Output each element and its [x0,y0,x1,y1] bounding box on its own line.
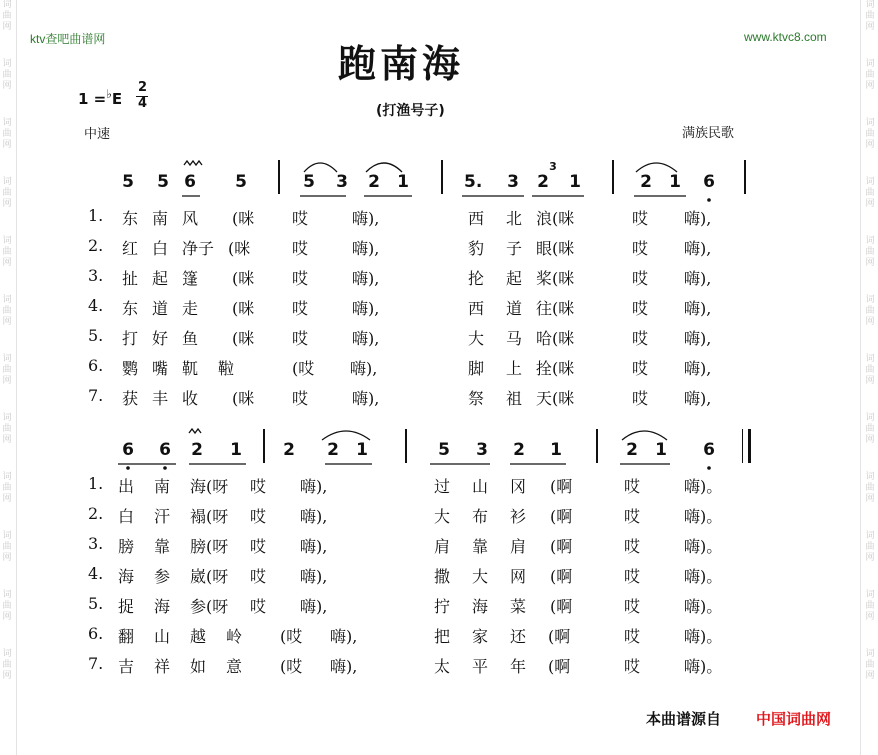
watermark-char: 词 [2,472,12,482]
lyric-syllable: 嗨), [684,359,712,378]
watermark-char: 网 [865,671,875,681]
lyric-syllable: 哈(咪 [536,329,575,348]
time-signature-bottom: 4 [138,96,148,111]
watermark-char: 词 [865,472,875,482]
verse-number: 1. [88,206,104,225]
lyric-syllable: 嗨), [300,567,328,586]
lyric-syllable: 布 [472,507,489,526]
watermark-char: 词 [865,0,875,10]
lyric-syllable: 浪(咪 [536,209,575,228]
verse-number: 2. [88,504,104,523]
tempo-marking: 中速 [84,127,111,142]
watermark-char: 网 [2,553,12,563]
watermark-char: 词 [865,354,875,364]
lyric-syllable: (咪 [228,239,251,258]
note: 6 [122,440,134,460]
lyric-syllable: 豹 [468,239,485,258]
lyric-syllable: 马 [506,329,523,348]
lyric-syllable: 嗨), [352,269,380,288]
site-url-right[interactable]: www.ktvc8.com [744,30,827,44]
lyric-syllable: 山 [472,477,489,496]
lyric-syllable: 嗨), [684,299,712,318]
low-octave-dot [707,198,711,202]
lyric-syllable: 嗨)。 [684,567,723,586]
lyric-syllable: 哎 [292,299,309,318]
watermark-char: 曲 [2,483,12,493]
lyric-syllable: 膀(呀 [190,537,229,556]
lyric-syllable: 过 [434,477,451,496]
watermark-char: 网 [865,199,875,209]
lyric-syllable: 哎 [624,507,641,526]
lyric-syllable: (啊 [548,657,571,676]
watermark-char: 曲 [865,542,875,552]
watermark-char: 曲 [2,660,12,670]
lyric-syllable: (咪 [232,329,255,348]
lyric-syllable: 获 [122,389,139,408]
verse-number: 2. [88,236,104,255]
lyric-syllable: 靠 [472,537,489,556]
lyric-syllable: 祖 [506,389,523,408]
note: 1 [356,440,368,460]
note: 5. [464,172,483,192]
lyric-syllable: 拧 [434,597,451,616]
watermark-char: 曲 [2,188,12,198]
watermark-char: 网 [865,258,875,268]
lyric-syllable: 嗨)。 [684,507,723,526]
lyric-syllable: 哎 [632,209,649,228]
lyric-syllable: (咪 [232,209,255,228]
note: 6 [703,172,715,192]
lyric-syllable: (哎 [280,627,303,646]
verse-number: 3. [88,534,104,553]
watermark-char: 网 [865,140,875,150]
lyric-syllable: 翻 [118,627,135,646]
lyric-syllable: 嗨)。 [684,537,723,556]
note: 3 [549,160,557,173]
lyric-syllable: 哎 [624,597,641,616]
note: 2 [368,172,380,192]
note: 6 [184,172,196,192]
lyric-syllable: 嗨), [300,597,328,616]
watermark-char: 网 [865,612,875,622]
lyric-syllable: 意 [226,657,243,676]
lyric-syllable: 海 [118,567,135,586]
lyric-syllable: 嗨), [684,209,712,228]
lyric-syllable: 肩 [510,537,527,556]
verse-number: 6. [88,624,104,643]
lyric-syllable: 白 [118,507,135,526]
note: 1 [669,172,681,192]
watermark-char: 曲 [2,11,12,21]
watermark-char: 曲 [2,424,12,434]
lyric-syllable: 收 [182,389,199,408]
lyric-syllable: (哎 [292,359,315,378]
lyric-syllable: 起 [152,269,169,288]
lyric-syllable: 鱼 [182,329,199,348]
lyric-syllable: (啊 [550,507,573,526]
lyric-syllable: 山 [154,627,171,646]
lyric-syllable: 汗 [154,507,171,526]
watermark-char: 曲 [865,188,875,198]
lyric-syllable: 捉 [118,597,135,616]
note: 5 [303,172,315,192]
watermark-char: 网 [865,81,875,91]
lyric-syllable: 脚 [468,359,485,378]
lyric-syllable: 衫 [510,507,527,526]
lyric-syllable: 嗨)。 [684,477,723,496]
lyric-syllable: 哎 [632,299,649,318]
watermark-char: 曲 [2,542,12,552]
watermark-char: 词 [2,236,12,246]
watermark-char: 词 [2,295,12,305]
note: 2 [327,440,339,460]
low-octave-dot [707,466,711,470]
note: 1 [397,172,409,192]
watermark-char: 词 [865,236,875,246]
note: 6 [159,440,171,460]
lyric-syllable: 上 [506,359,523,378]
watermark-char: 网 [2,317,12,327]
watermark-char: 曲 [2,601,12,611]
ornament-mordent [189,429,201,433]
key-letter: E [111,90,123,108]
lyric-syllable: (咪 [232,269,255,288]
watermark-char: 词 [865,177,875,187]
watermark-char: 曲 [865,129,875,139]
lyric-syllable: (咪 [232,389,255,408]
lyric-syllable: 撒 [434,567,451,586]
lyric-syllable: (啊 [550,477,573,496]
lyric-syllable: 哎 [632,269,649,288]
watermark-char: 词 [865,59,875,69]
lyric-syllable: 起 [506,269,523,288]
watermark-char: 网 [2,494,12,504]
watermark-char: 词 [865,649,875,659]
verse-number: 7. [88,386,104,405]
watermark-char: 网 [2,376,12,386]
lyric-syllable: 哎 [292,389,309,408]
watermark-char: 曲 [865,424,875,434]
watermark-char: 词 [865,413,875,423]
note: 1 [655,440,667,460]
lyric-syllable: 哎 [250,597,267,616]
lyric-syllable: 好 [152,329,169,348]
lyric-syllable: 子 [506,239,523,258]
lyric-syllable: 平 [472,657,489,676]
lyric-syllable: 抡 [468,269,485,288]
lyric-syllable: 还 [510,627,527,646]
note: 3 [336,172,348,192]
lyric-syllable: 嗨), [352,299,380,318]
lyric-syllable: 哎 [632,389,649,408]
lyric-syllable: 往(咪 [536,299,575,318]
slur [622,431,667,440]
lyric-syllable: 哎 [250,507,267,526]
lyric-syllable: (哎 [280,657,303,676]
song-title: 跑南海 [338,42,465,86]
slur [366,163,402,172]
watermark-char: 曲 [2,247,12,257]
watermark-char: 词 [865,590,875,600]
watermark-char: 网 [2,671,12,681]
lyric-syllable: 海 [472,597,489,616]
verse-number: 5. [88,326,104,345]
note: 1 [230,440,242,460]
watermark-char: 曲 [865,601,875,611]
lyric-syllable: 道 [152,299,169,318]
lyric-syllable: 哎 [624,627,641,646]
watermark-char: 曲 [865,306,875,316]
watermark-char: 词 [2,531,12,541]
note: 5 [438,440,450,460]
lyric-syllable: 靠 [154,537,171,556]
lyric-syllable: 把 [434,627,451,646]
lyric-syllable: 年 [510,657,527,676]
note: 2 [283,440,295,460]
lyric-syllable: 哎 [632,239,649,258]
lyric-syllable: 西 [468,209,485,228]
lyric-syllable: 如 [190,657,207,676]
watermark-char: 词 [865,118,875,128]
watermark-char: 曲 [865,483,875,493]
lyric-syllable: (啊 [550,597,573,616]
watermark-char: 曲 [865,247,875,257]
lyric-syllable: 哎 [632,329,649,348]
lyric-syllable: (啊 [548,627,571,646]
watermark-char: 词 [2,649,12,659]
slur [636,163,677,172]
watermark-char: 网 [2,140,12,150]
lyric-syllable: 靰 [182,359,199,378]
lyric-syllable: 哎 [624,657,641,676]
ornament-mordent [184,161,202,165]
watermark-char: 词 [865,531,875,541]
lyric-syllable: 网 [510,567,527,586]
lyric-syllable: 冈 [510,477,527,496]
lyric-syllable: 嗨)。 [684,597,723,616]
watermark-char: 词 [865,295,875,305]
lyric-syllable: 东 [122,299,139,318]
watermark-char: 网 [865,22,875,32]
watermark-char: 曲 [2,129,12,139]
lyric-syllable: 越 [190,627,207,646]
lyric-syllable: 大 [434,507,451,526]
verse-number: 6. [88,356,104,375]
note: 5 [122,172,134,192]
lyric-syllable: 参 [154,567,171,586]
note: 2 [640,172,652,192]
watermark-char: 网 [865,435,875,445]
lyric-syllable: 嗨)。 [684,627,723,646]
lyric-syllable: 参(呀 [190,597,229,616]
watermark-char: 网 [865,317,875,327]
lyric-syllable: 海 [154,597,171,616]
verse-number: 7. [88,654,104,673]
lyric-syllable: 桨(咪 [536,269,575,288]
lyric-syllable: 鞡 [218,359,235,378]
lyric-syllable: 篷 [182,269,199,288]
watermark-char: 网 [865,553,875,563]
lyric-syllable: 道 [506,299,523,318]
lyric-syllable: 嗨), [352,389,380,408]
source-label: 本曲谱源自 [646,710,722,728]
lyric-syllable: 嗨)。 [684,657,723,676]
watermark-char: 曲 [865,365,875,375]
lyric-syllable: 哎 [624,537,641,556]
lyric-syllable: 哎 [624,477,641,496]
lyric-syllable: 褟(呀 [190,507,229,526]
lyric-syllable: 哎 [292,329,309,348]
lyric-syllable: 祭 [468,389,485,408]
lyric-syllable: 北 [506,209,523,228]
lyric-syllable: 出 [118,477,135,496]
song-origin: 满族民歌 [682,126,735,141]
watermark-char: 曲 [2,306,12,316]
lyric-syllable: 肩 [434,537,451,556]
lyric-syllable: 哎 [250,567,267,586]
lyric-syllable: (啊 [550,537,573,556]
watermark-char: 词 [2,177,12,187]
verse-number: 1. [88,474,104,493]
lyric-syllable: 大 [472,567,489,586]
lyric-syllable: 嗨), [352,329,380,348]
lyric-syllable: 哎 [292,269,309,288]
lyric-syllable: 西 [468,299,485,318]
lyric-syllable: 家 [472,627,489,646]
watermark-char: 曲 [865,660,875,670]
lyric-syllable: 太 [434,657,451,676]
lyric-syllable: 祥 [154,657,171,676]
note: 3 [507,172,519,192]
lyric-syllable: 嗨), [300,537,328,556]
verse-number: 4. [88,296,104,315]
lyric-syllable: 天(咪 [536,389,575,408]
watermark-char: 网 [2,612,12,622]
watermark-char: 曲 [2,365,12,375]
lyric-syllable: 吉 [118,657,135,676]
note: 2 [626,440,638,460]
watermark-char: 曲 [865,11,875,21]
note: 1 [569,172,581,192]
lyric-syllable: 嘴 [152,359,169,378]
low-octave-dot [163,466,167,470]
watermark-char: 网 [2,81,12,91]
lyric-syllable: 崴(呀 [190,567,229,586]
lyric-syllable: 净子 [182,239,215,258]
note: 2 [537,172,549,192]
lyric-syllable: 哎 [250,477,267,496]
lyric-syllable: 嗨), [350,359,378,378]
lyric-syllable: 扯 [122,269,139,288]
lyric-syllable: 南 [152,209,169,228]
lyric-syllable: 嗨), [684,269,712,288]
lyric-syllable: 拴(咪 [536,359,575,378]
lyric-syllable: 南 [154,477,171,496]
note: 1 [550,440,562,460]
low-octave-dot [126,466,130,470]
lyric-syllable: 嗨), [300,507,328,526]
note: 2 [513,440,525,460]
note: 6 [703,440,715,460]
lyric-syllable: 丰 [152,389,169,408]
lyric-syllable: 嗨), [684,329,712,348]
lyric-syllable: 鹦 [122,359,139,378]
lyric-syllable: 哎 [292,239,309,258]
source-brand[interactable]: 中国词曲网 [756,710,832,728]
watermark-char: 词 [2,413,12,423]
lyric-syllable: 哎 [624,567,641,586]
lyric-syllable: 走 [182,299,199,318]
lyric-syllable: 东 [122,209,139,228]
watermark-char: 网 [2,199,12,209]
lyric-syllable: (咪 [232,299,255,318]
slur [304,163,337,172]
watermark-char: 网 [2,258,12,268]
lyric-syllable: 岭 [226,627,243,646]
note: 3 [476,440,488,460]
lyric-syllable: 嗨), [300,477,328,496]
watermark-char: 网 [865,376,875,386]
lyric-syllable: 嗨), [352,209,380,228]
lyric-syllable: 眼(咪 [536,239,575,258]
time-signature-top: 2 [138,80,148,95]
watermark-char: 网 [2,22,12,32]
lyric-syllable: 打 [122,329,139,348]
lyric-syllable: 嗨), [352,239,380,258]
lyric-syllable: 哎 [292,209,309,228]
lyric-syllable: 嗨), [330,627,358,646]
lyric-syllable: 风 [182,209,199,228]
lyric-syllable: (啊 [550,567,573,586]
lyric-syllable: 嗨), [330,657,358,676]
lyric-syllable: 菜 [510,597,527,616]
slur [322,431,370,440]
lyric-syllable: 哎 [250,537,267,556]
key-prefix: 1 = [78,90,107,108]
lyric-syllable: 海(呀 [190,477,229,496]
lyric-syllable: 膀 [118,537,135,556]
watermark-char: 词 [2,118,12,128]
note: 5 [157,172,169,192]
verse-number: 5. [88,594,104,613]
lyric-syllable: 嗨), [684,389,712,408]
lyric-syllable: 红 [122,239,139,258]
note: 2 [191,440,203,460]
watermark-char: 曲 [865,70,875,80]
lyric-syllable: 大 [468,329,485,348]
lyric-syllable: 哎 [632,359,649,378]
watermark-char: 曲 [2,70,12,80]
verse-number: 3. [88,266,104,285]
song-subtitle: (打渔号子) [376,103,445,119]
watermark-char: 词 [2,0,12,10]
watermark-char: 词 [2,59,12,69]
watermark-char: 网 [865,494,875,504]
watermark-char: 词 [2,354,12,364]
flat-symbol: ♭ [106,87,112,101]
watermark-char: 网 [2,435,12,445]
watermark-char: 词 [2,590,12,600]
site-name-left[interactable]: ktv查吧曲谱网 [30,32,106,46]
note: 5 [235,172,247,192]
lyric-syllable: 嗨), [684,239,712,258]
verse-number: 4. [88,564,104,583]
lyric-syllable: 白 [152,239,169,258]
